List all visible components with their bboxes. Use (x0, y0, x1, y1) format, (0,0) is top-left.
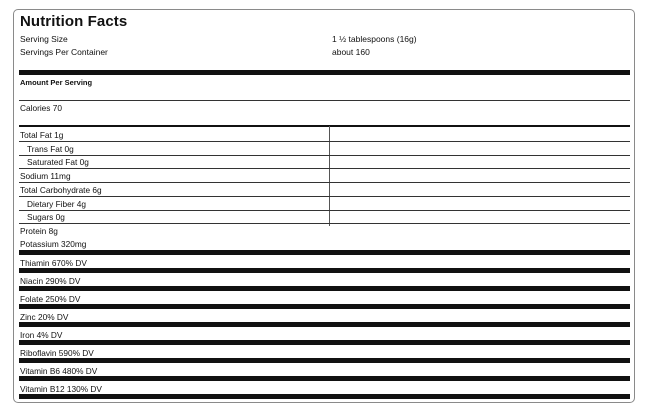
nutrient-row: Saturated Fat 0g (27, 157, 89, 167)
thick-divider (19, 304, 630, 309)
serving-size-label: Serving Size (20, 34, 68, 44)
divider (19, 196, 630, 197)
divider (19, 141, 630, 142)
thick-divider (19, 268, 630, 273)
thick-divider (19, 250, 630, 255)
divider (19, 168, 630, 169)
servings-per-container-label: Servings Per Container (20, 47, 108, 57)
divider (19, 210, 630, 211)
calories-row: Calories 70 (20, 103, 62, 113)
thick-divider (19, 340, 630, 345)
nutrition-facts-panel (13, 9, 635, 403)
nutrient-row: Dietary Fiber 4g (27, 199, 87, 209)
vitamin-row: Vitamin B12 130% DV (20, 384, 102, 394)
servings-per-container-value: about 160 (332, 47, 370, 57)
vitamin-row: Riboflavin 590% DV (20, 348, 94, 358)
vitamin-row: Thiamin 670% DV (20, 258, 87, 268)
thick-divider (19, 358, 630, 363)
nutrient-row: Protein 8g (20, 226, 58, 236)
divider (19, 182, 630, 183)
nutrient-row: Total Fat 1g (20, 130, 64, 140)
divider (19, 100, 630, 101)
thick-divider (19, 376, 630, 381)
nutrient-row: Sodium 11mg (20, 171, 71, 181)
thick-divider (19, 322, 630, 327)
nutrient-row: Sugars 0g (27, 212, 65, 222)
divider (19, 155, 630, 156)
thick-divider (19, 70, 630, 75)
vitamin-row: Vitamin B6 480% DV (20, 366, 98, 376)
amount-per-serving-label: Amount Per Serving (20, 78, 93, 87)
serving-size-value: 1 ½ tablespoons (16g) (332, 34, 417, 44)
vitamin-row: Zinc 20% DV (20, 312, 69, 322)
nutrient-row: Total Carbohydrate 6g (20, 185, 102, 195)
thick-divider (19, 394, 630, 399)
vitamin-row: Folate 250% DV (20, 294, 81, 304)
medium-divider (19, 125, 630, 127)
divider (19, 223, 630, 224)
thick-divider (19, 286, 630, 291)
vitamin-row: Niacin 290% DV (20, 276, 81, 286)
nutrient-row: Trans Fat 0g (27, 144, 74, 154)
nutrition-facts-title: Nutrition Facts (20, 13, 128, 30)
vitamin-row: Iron 4% DV (20, 330, 63, 340)
nutrient-row: Potassium 320mg (20, 239, 87, 249)
